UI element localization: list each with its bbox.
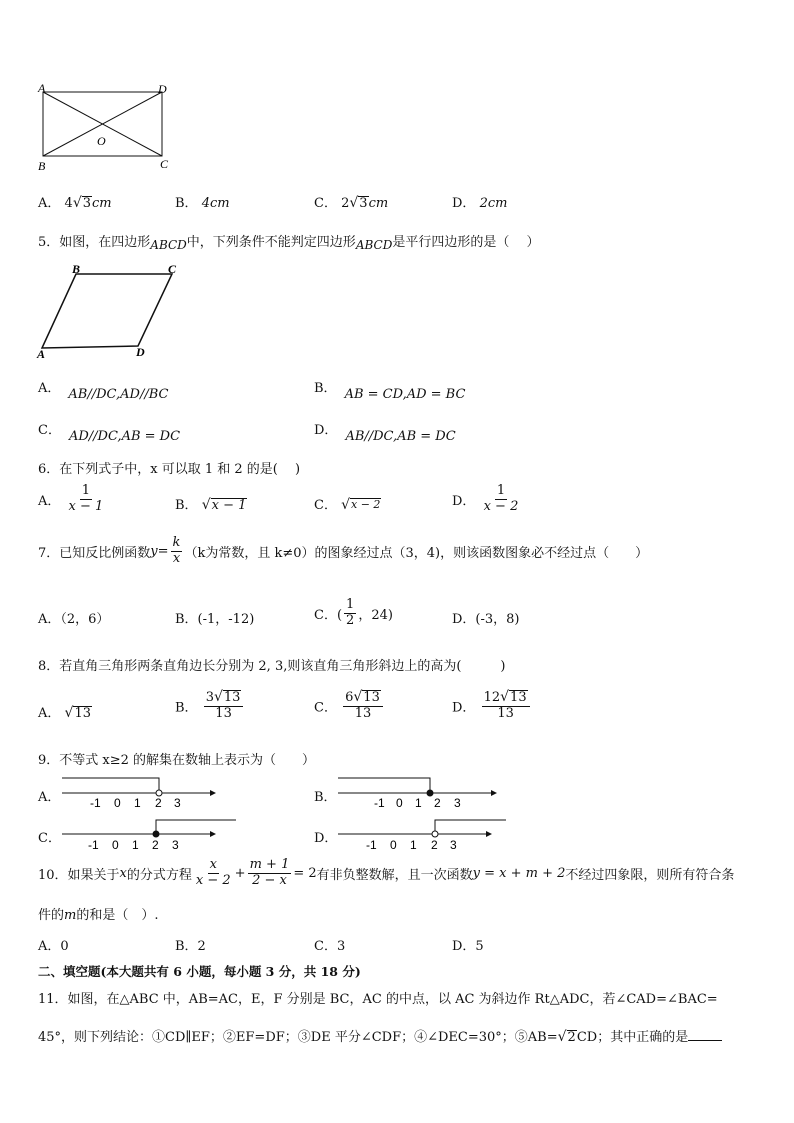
sqrt: √ 3 — [349, 195, 368, 211]
sqrt: √ x − 2 — [341, 497, 381, 513]
label-o: O — [97, 134, 106, 148]
label-c: C — [160, 157, 169, 171]
label-a: A — [37, 347, 46, 361]
option-text: 4cm — [201, 196, 230, 211]
tick-label: 2 — [152, 838, 159, 852]
option-key: B． — [175, 196, 198, 211]
unit: cm — [92, 196, 112, 211]
tick-label: 2 — [155, 796, 162, 810]
q10-stem-line2: 件的m的和是（ ）. — [38, 908, 159, 923]
label-d: D — [158, 82, 167, 96]
sqrt: √ 13 — [64, 705, 91, 721]
coef: 2 — [341, 196, 350, 211]
q5-option-d[interactable]: D． AB//DC,AB = DC — [314, 423, 456, 444]
tick-label: 1 — [415, 796, 422, 810]
fraction-k-over-x: $\frac{k}{x}$ — [172, 535, 181, 566]
q8-option-c[interactable]: C． 6 √ 13 13 — [314, 690, 385, 722]
tick-label: 2 — [431, 838, 438, 852]
option-key: A． — [38, 196, 61, 211]
q7-stem: 7．已知反比例函数y= $\frac{k}{x}$ （k为常数，且 k≠0）的图象经过点（3，4)，则该函数图象必不经过点（ ） — [38, 535, 649, 566]
unit: cm — [368, 196, 389, 211]
fraction: $\frac{m + 1}{2 - x}$ — [249, 857, 290, 888]
q10-stem-line1: 10．如果关于x的分式方程 $\frac{x}{x - 2}$ + $\frac{m + 1}{2 - x}$ = 2有非负整数解，且一次函数y = x + m + 2不经过四象限，则所有符合条 — [38, 857, 735, 888]
q4-option-d[interactable] — [452, 192, 507, 211]
q10-option-a[interactable]: A．0 — [38, 939, 69, 954]
q4-option-a[interactable] — [38, 192, 112, 212]
tick-label: 3 — [174, 796, 181, 810]
fraction: 12 √ 13 13 — [482, 690, 530, 722]
tick-label: -1 — [88, 838, 99, 852]
label-a: A — [38, 81, 46, 95]
q5-option-a[interactable]: A． AB//DC,AD//BC — [38, 381, 169, 402]
q8-stem: 8．若直角三角形两条直角边长分别为 2, 3,则该直角三角形斜边上的高为( ) — [38, 659, 506, 674]
section-heading: 二、填空题(本大题共有 6 小题，每小题 3 分，共 18 分) — [38, 964, 361, 979]
tick-label: 0 — [390, 838, 397, 852]
tick-label: 3 — [454, 796, 461, 810]
answer-blank[interactable] — [688, 1028, 722, 1041]
q10-option-d[interactable]: D．5 — [452, 939, 484, 954]
fraction: $\frac{1}{x - 1}$ — [68, 483, 104, 514]
q11-line2: 45°，则下列结论：①CD∥EF；②EF=DF；③DE 平分∠CDF；④∠DEC=30°；⑤AB= √ 2 CD；其中正确的是 — [38, 1026, 722, 1046]
tick-label: 0 — [114, 796, 121, 810]
sqrt: √ 2 — [557, 1029, 576, 1045]
q9-option-a-key[interactable]: A． — [38, 790, 61, 805]
rectangle-figure — [34, 80, 184, 175]
fraction: 6 √ 13 13 — [343, 690, 383, 722]
option-text: 2cm — [479, 196, 508, 211]
q4-option-c[interactable] — [314, 192, 388, 212]
q9-option-d-key[interactable]: D． — [314, 831, 338, 846]
q5-option-b[interactable]: B． AB = CD,AD = BC — [314, 381, 466, 402]
q6-option-d[interactable]: D． $\frac{1}{x - 2}$ — [452, 483, 519, 514]
q5-stem: 5．如图，在四边形ABCD中，下列条件不能判定四边形ABCD是平行四边形的是（ ） — [38, 235, 540, 252]
q10-option-c[interactable]: C．3 — [314, 939, 346, 954]
tick-label: -1 — [90, 796, 101, 810]
number-line-d — [336, 816, 508, 852]
label-d: D — [136, 345, 145, 359]
number-line-a — [60, 774, 220, 810]
tick-label: 1 — [410, 838, 417, 852]
q11-line1: 11．如图，在△ABC 中，AB=AC，E，F 分别是 BC，AC 的中点，以 AC 为斜边作 Rt△ADC，若∠CAD=∠BAC= — [38, 992, 718, 1007]
number-line-c — [60, 816, 240, 852]
q7-option-b[interactable]: B．(-1，-12) — [175, 612, 255, 627]
q6-option-a[interactable]: A． $\frac{1}{x - 1}$ — [38, 483, 104, 514]
q6-stem: 6．在下列式子中，x 可以取 1 和 2 的是( ) — [38, 462, 301, 477]
tick-label: 1 — [132, 838, 139, 852]
label-b: B — [72, 262, 81, 276]
sqrt: √ x − 1 — [201, 497, 247, 513]
tick-label: 3 — [172, 838, 179, 852]
q5-option-c[interactable]: C． AD//DC,AB = DC — [38, 423, 181, 444]
option-key: D． — [452, 196, 476, 211]
q10-option-b[interactable]: B．2 — [175, 939, 206, 954]
option-key: C． — [314, 196, 337, 211]
q8-option-d[interactable]: D． 12 √ 13 13 — [452, 690, 532, 722]
sqrt: √ 3 — [72, 195, 92, 211]
fraction: $\frac{1}{x - 2}$ — [483, 483, 519, 514]
tick-label: -1 — [374, 796, 385, 810]
fraction: $\frac{1}{2}$ — [346, 597, 355, 628]
q7-option-a[interactable]: A．（2，6） — [38, 612, 110, 627]
q8-option-a[interactable]: A． √ 13 — [38, 705, 91, 721]
q8-option-b[interactable]: B． 3 √ 13 13 — [175, 690, 245, 722]
q4-option-b[interactable] — [175, 192, 230, 211]
q7-option-c[interactable]: C．( $\frac{1}{2}$ ，24) — [314, 597, 393, 628]
parallelogram-figure — [34, 262, 194, 362]
tick-label: 0 — [112, 838, 119, 852]
tick-label: 3 — [450, 838, 457, 852]
q6-option-c[interactable]: C． √ x − 2 — [314, 497, 381, 513]
tick-label: 1 — [134, 796, 141, 810]
q9-option-c-key[interactable]: C． — [38, 831, 61, 846]
q9-stem: 9．不等式 x≥2 的解集在数轴上表示为（ ） — [38, 753, 316, 768]
q9-option-b-key[interactable]: B． — [314, 790, 337, 805]
number-line-b — [336, 774, 501, 810]
tick-label: 0 — [396, 796, 403, 810]
coef: 4 — [64, 196, 73, 211]
tick-label: 2 — [434, 796, 441, 810]
fraction: 3 √ 13 13 — [204, 690, 244, 722]
q6-option-b[interactable]: B． √ x − 1 — [175, 497, 247, 513]
label-b: B — [38, 159, 46, 173]
label-c: C — [168, 262, 177, 276]
fraction: $\frac{x}{x - 2}$ — [195, 857, 231, 888]
tick-label: -1 — [366, 838, 377, 852]
q7-option-d[interactable]: D．(-3，8) — [452, 612, 520, 627]
